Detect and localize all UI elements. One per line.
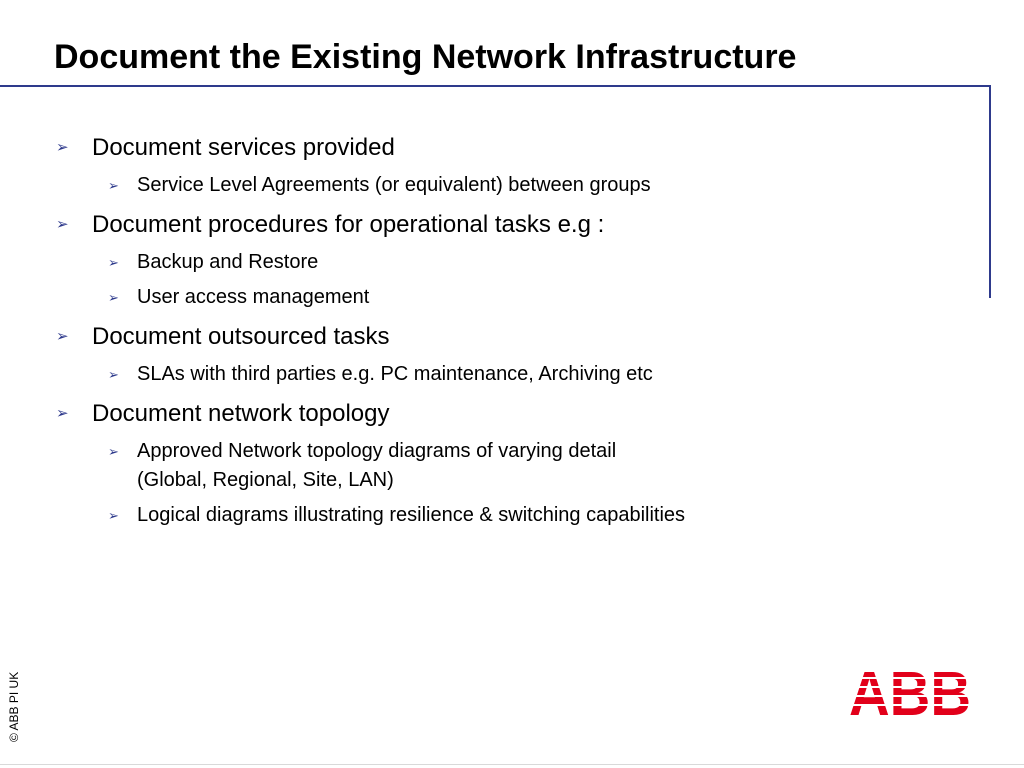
title-frame-top-line: [0, 85, 991, 87]
bullet-list: [54, 131, 954, 530]
copyright-notice: © ABB PI UK: [7, 671, 21, 742]
arrowhead-bullet-icon: ➢: [108, 290, 119, 305]
bullet-text: SLAs with third parties e.g. PC maintenance, Archiving etc: [137, 363, 653, 385]
bullet-text: Service Level Agreements (or equivalent) between groups: [137, 174, 651, 196]
bullet-text: Document network topology: [92, 400, 390, 427]
arrowhead-bullet-icon: ➢: [108, 367, 119, 382]
bullet-item: [54, 208, 954, 242]
arrowhead-bullet-icon: ➢: [56, 328, 69, 345]
arrowhead-bullet-icon: ➢: [56, 216, 69, 233]
arrowhead-bullet-icon: ➢: [108, 255, 119, 270]
bullet-text: Logical diagrams illustrating resilience & switching capabilities: [137, 504, 686, 526]
arrowhead-bullet-icon: ➢: [108, 444, 119, 459]
sub-bullet-item: [54, 171, 954, 200]
title-frame-right-line: [989, 85, 991, 298]
sub-bullet-item: [54, 248, 954, 277]
sub-bullet-item: [54, 501, 954, 530]
bullet-text: Document procedures for operational tasks e.g :: [92, 211, 605, 238]
bullet-item: [54, 320, 954, 354]
bullet-text: Document outsourced tasks: [92, 323, 390, 350]
slide-title: Document the Existing Network Infrastructure: [54, 38, 797, 76]
sub-bullet-item: [54, 360, 954, 389]
arrowhead-bullet-icon: ➢: [56, 405, 69, 422]
sub-bullet-item: [54, 283, 954, 312]
bullet-text: Backup and Restore: [137, 251, 319, 273]
arrowhead-bullet-icon: ➢: [108, 508, 119, 523]
bullet-item: [54, 131, 954, 165]
sub-bullet-item: [54, 437, 954, 495]
bullet-text: Approved Network topology diagrams of varying detail (Global, Regional, Site, LAN): [137, 440, 617, 491]
arrowhead-bullet-icon: ➢: [108, 178, 119, 193]
bullet-text: Document services provided: [92, 134, 395, 161]
abb-logo: [848, 667, 972, 716]
footer-rule: [0, 764, 1024, 765]
arrowhead-bullet-icon: ➢: [56, 139, 69, 156]
bullet-item: [54, 397, 954, 431]
bullet-text: User access management: [137, 286, 370, 308]
